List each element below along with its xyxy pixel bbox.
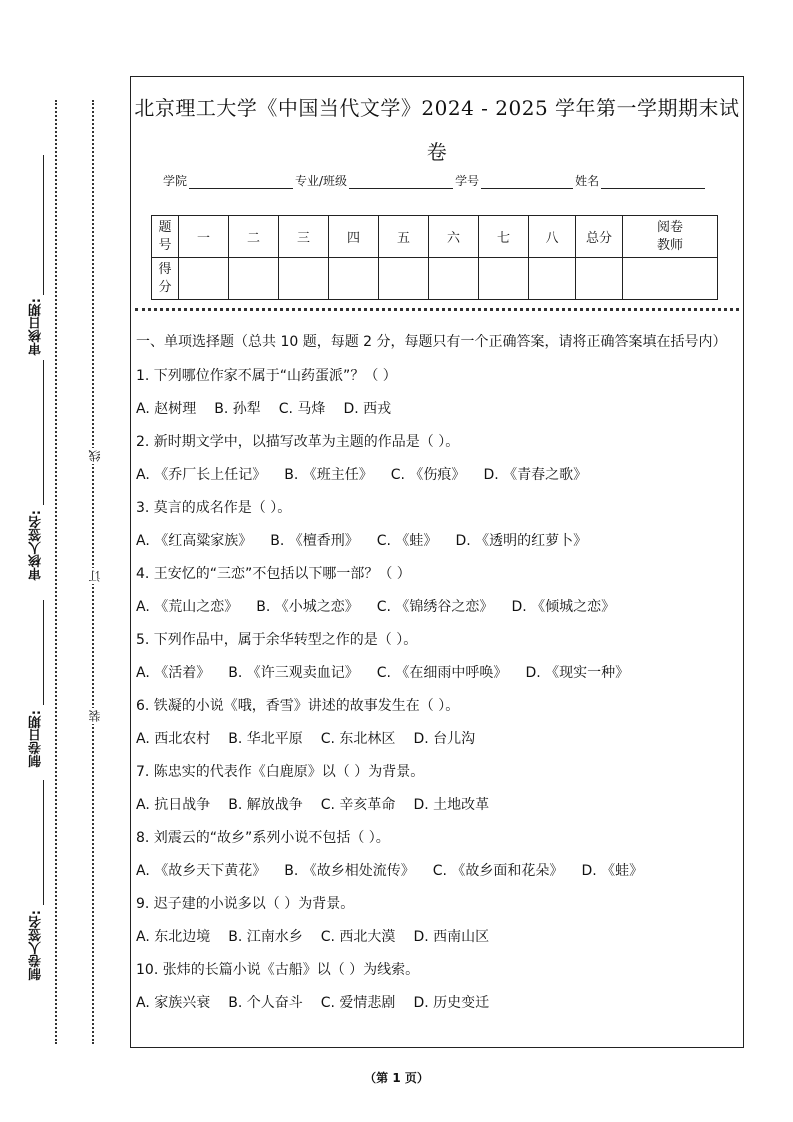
score-col-header: 八	[529, 216, 576, 258]
section-1-heading: 一、单项选择题（总共 10 题，每题 2 分，每题只有一个正确答案，请将正确答案填在括号内）	[136, 334, 727, 350]
option-d[interactable]: D. 《倾城之恋》	[511, 599, 616, 615]
major-label: 专业/班级	[295, 174, 348, 188]
score-col-header: 总分	[576, 216, 623, 258]
binding-char-line: 线	[88, 450, 102, 462]
score-col-header: 二	[229, 216, 279, 258]
option-b[interactable]: B. 《许三观卖血记》	[228, 665, 359, 681]
option-b[interactable]: B. 孙犁	[214, 401, 261, 417]
score-cell[interactable]	[479, 258, 529, 300]
question-1-options	[136, 393, 738, 426]
option-d[interactable]: D. 台儿沟	[413, 731, 476, 747]
score-col-header: 七	[479, 216, 529, 258]
question-2-options	[136, 459, 738, 492]
question-8: 8. 刘震云的“故乡”系列小说不包括（ ）。	[136, 830, 390, 846]
question-5-options	[136, 657, 738, 690]
question-3: 3. 莫言的成名作是（ ）。	[136, 500, 292, 516]
option-b[interactable]: B. 《故乡相处流传》	[284, 863, 415, 879]
option-d[interactable]: D. 《透明的红萝卜》	[455, 533, 588, 549]
question-4-options	[136, 591, 738, 624]
score-col-teacher: 阅卷教师	[623, 216, 718, 258]
option-c[interactable]: C. 西北大漠	[320, 929, 396, 945]
student-id-field[interactable]	[481, 174, 573, 189]
major-field[interactable]	[349, 174, 453, 189]
score-cell-teacher[interactable]	[623, 258, 718, 300]
question-10-options	[136, 987, 738, 1020]
option-a[interactable]: A. 《荒山之恋》	[136, 599, 239, 615]
question-8-options	[136, 855, 738, 888]
option-d[interactable]: D. 历史变迁	[413, 995, 490, 1011]
score-cell[interactable]	[179, 258, 229, 300]
score-table-row1-label: 题号	[152, 216, 179, 258]
binding-char-zhuang: 装	[88, 710, 102, 722]
option-b[interactable]: B. 个人奋斗	[228, 995, 303, 1011]
exam-title	[130, 86, 744, 174]
score-cell-total[interactable]	[576, 258, 623, 300]
option-b[interactable]: B. 解放战争	[228, 797, 303, 813]
score-col-header: 五	[379, 216, 429, 258]
score-col-header: 三	[279, 216, 329, 258]
question-6-options	[136, 723, 738, 756]
name-label: 姓名	[575, 174, 600, 188]
section-1	[136, 331, 738, 1020]
option-d[interactable]: D. 西南山区	[413, 929, 490, 945]
score-col-header: 四	[329, 216, 379, 258]
title-line-1: 北京理工大学《中国当代文学》2024 - 2025 学年第一学期期末试	[134, 96, 740, 120]
score-cell[interactable]	[229, 258, 279, 300]
score-col-header: 一	[179, 216, 229, 258]
option-b[interactable]: B. 《小城之恋》	[256, 599, 359, 615]
score-table	[151, 215, 718, 300]
score-col-header: 六	[429, 216, 479, 258]
college-label: 学院	[163, 174, 188, 188]
question-10: 10. 张炜的长篇小说《古船》以（ ）为线索。	[136, 962, 420, 978]
binding-dotted-line-outer	[55, 100, 57, 1044]
option-a[interactable]: A. 西北农村	[136, 731, 211, 747]
section-separator	[135, 308, 739, 311]
score-table-row2-label: 得分	[152, 258, 179, 300]
option-a[interactable]: A. 《故乡天下黄花》	[136, 863, 267, 879]
option-d[interactable]: D. 《现实一种》	[525, 665, 630, 681]
question-1: 1. 下列哪位作家不属于“山药蛋派”？（ ）	[136, 368, 397, 384]
score-cell[interactable]	[379, 258, 429, 300]
question-7: 7. 陈忠实的代表作《白鹿原》以（ ）为背景。	[136, 764, 425, 780]
option-d[interactable]: D. 《青春之歌》	[483, 467, 588, 483]
reviewer-sign-label: 审核人签名:	[29, 510, 44, 581]
option-c[interactable]: C. 爱情悲剧	[320, 995, 396, 1011]
option-d[interactable]: D. 《蛙》	[581, 863, 644, 879]
option-a[interactable]: A. 《乔厂长上任记》	[136, 467, 267, 483]
college-field[interactable]	[189, 174, 293, 189]
option-c[interactable]: C. 辛亥革命	[320, 797, 396, 813]
option-b[interactable]: B. 《檀香刑》	[270, 533, 359, 549]
question-3-options	[136, 525, 738, 558]
option-a[interactable]: A. 家族兴衰	[136, 995, 211, 1011]
option-d[interactable]: D. 西戎	[343, 401, 392, 417]
option-d[interactable]: D. 土地改革	[413, 797, 490, 813]
option-a[interactable]: A. 东北边境	[136, 929, 211, 945]
question-list	[136, 360, 738, 1020]
maker-sign-line	[43, 780, 44, 905]
option-c[interactable]: C. 《蛙》	[376, 533, 438, 549]
option-a[interactable]: A. 《红高粱家族》	[136, 533, 253, 549]
question-5: 5. 下列作品中，属于余华转型之作的是（ ）。	[136, 632, 418, 648]
option-a[interactable]: A. 抗日战争	[136, 797, 211, 813]
reviewer-sign-line	[43, 360, 44, 505]
option-c[interactable]: C. 东北林区	[320, 731, 396, 747]
option-b[interactable]: B. 江南水乡	[228, 929, 303, 945]
question-7-options	[136, 789, 738, 822]
option-c[interactable]: C. 《故乡面和花朵》	[432, 863, 564, 879]
option-c[interactable]: C. 《伤痕》	[390, 467, 466, 483]
option-b[interactable]: B. 《班主任》	[284, 467, 373, 483]
option-b[interactable]: B. 华北平原	[228, 731, 303, 747]
review-date-line	[43, 155, 44, 295]
score-cell[interactable]	[279, 258, 329, 300]
score-cell[interactable]	[329, 258, 379, 300]
question-2: 2. 新时期文学中，以描写改革为主题的作品是（ ）。	[136, 434, 460, 450]
make-date-label: 制卷日期:	[29, 710, 44, 768]
maker-sign-label: 制卷人签名:	[29, 910, 44, 981]
option-c[interactable]: C. 《在细雨中呼唤》	[376, 665, 508, 681]
question-4: 4. 王安忆的“三恋”不包括以下哪一部？（ ）	[136, 566, 411, 582]
question-6: 6. 铁凝的小说《哦，香雪》讲述的故事发生在（ ）。	[136, 698, 460, 714]
name-field[interactable]	[601, 174, 705, 189]
score-cell[interactable]	[529, 258, 576, 300]
student-id-label: 学号	[455, 174, 480, 188]
review-date-label: 审核日期:	[29, 298, 44, 356]
binding-char-ding: 订	[88, 570, 102, 582]
title-line-2: 卷	[426, 140, 448, 164]
option-c[interactable]: C. 马烽	[278, 401, 326, 417]
student-info-row	[163, 172, 707, 189]
option-a[interactable]: A. 《活着》	[136, 665, 211, 681]
question-9-options	[136, 921, 738, 954]
question-9: 9. 迟子建的小说多以（ ）为背景。	[136, 896, 355, 912]
score-cell[interactable]	[429, 258, 479, 300]
make-date-line	[43, 600, 44, 705]
option-a[interactable]: A. 赵树理	[136, 401, 197, 417]
option-c[interactable]: C. 《锦绣谷之恋》	[376, 599, 494, 615]
page-number: （第 1 页）	[364, 1071, 429, 1085]
